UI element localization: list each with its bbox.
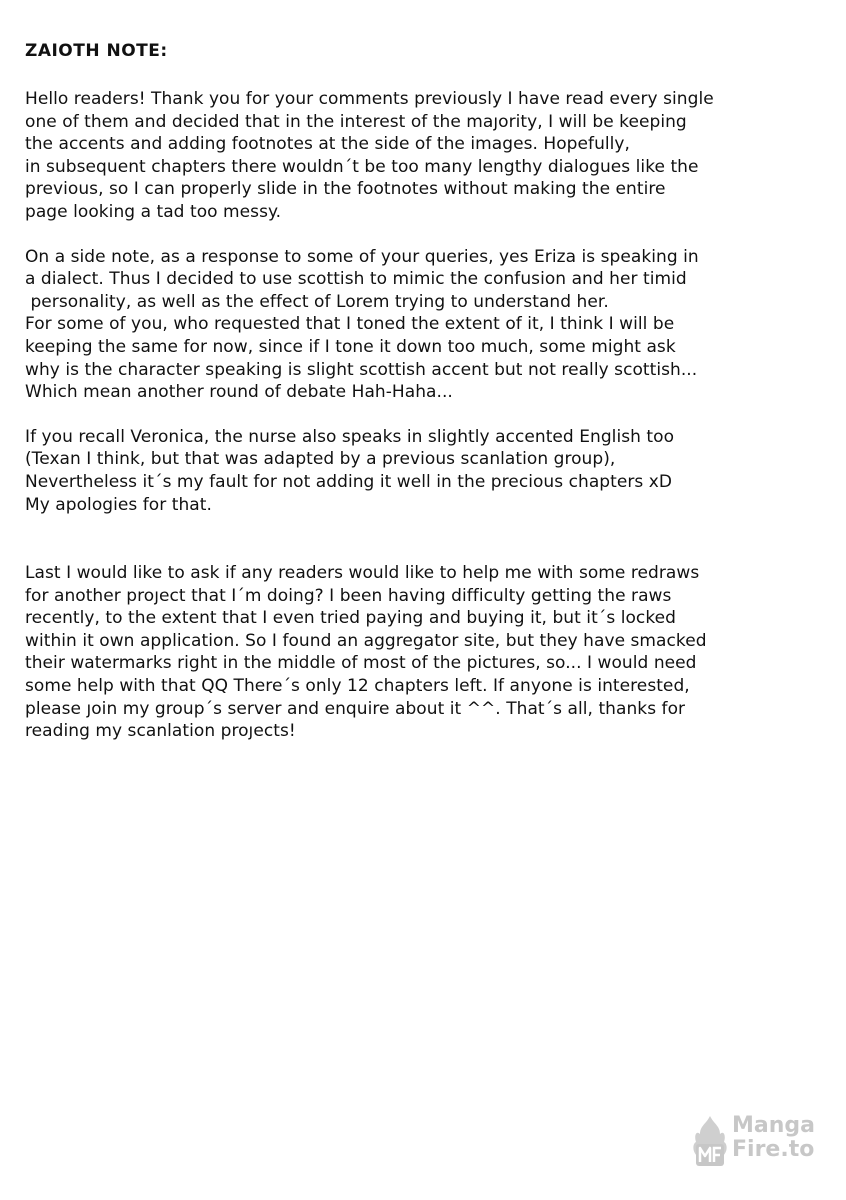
text-line: keeping the same for now, since if I tone it down too much, some might ask: [25, 336, 676, 357]
text-line: some help with that QQ There´s only 12 chapters left. If anyone is interested,: [25, 676, 690, 697]
text-line: My apologies for that.: [25, 494, 212, 515]
text-line: For some of you, who requested that I toned the extent of it, I think I will be: [25, 314, 675, 335]
paragraph-1: [25, 88, 825, 224]
paragraph-4: [25, 562, 825, 743]
watermark-text: [732, 1114, 815, 1162]
text-line: one of them and decided that in the interest of the maȷority, I will be keeping: [25, 111, 687, 132]
text-line: why is the character speaking is slight scottish accent but not really scottish...: [25, 359, 698, 380]
text-line: their watermarks right in the middle of most of the pictures, so... I would need: [25, 653, 697, 674]
text-line: Hello readers! Thank you for your comments previously I have read every single: [25, 89, 714, 109]
text-line: (Texan I think, but that was adapted by a previous scanlation group),: [25, 449, 616, 470]
watermark-line-1: Manga: [732, 1113, 815, 1138]
text-line: please ȷoin my group´s server and enquire about it ^^. That´s all, thanks for: [25, 698, 686, 719]
text-line: page looking a tad too messy.: [25, 201, 282, 222]
note-title: ZAIOTH NOTE:: [25, 41, 168, 61]
text-line: Nevertheless it´s my fault for not adding it well in the precious chapters xD: [25, 471, 673, 492]
flame-logo-icon: [690, 1114, 730, 1170]
text-line: a dialect. Thus I decided to use scottish to mimic the confusion and her timid: [25, 269, 687, 290]
paragraph-2: [25, 246, 825, 404]
note-page: [25, 40, 825, 743]
text-line: Which mean another round of debate Hah-Haha...: [25, 382, 453, 403]
text-line: the accents and adding footnotes at the side of the images. Hopefully,: [25, 134, 630, 155]
text-line: personality, as well as the effect of Lorem trying to understand her.: [25, 291, 609, 312]
text-line: recently, to the extent that I even tried paying and buying it, but it´s locked: [25, 608, 676, 629]
paragraph-3: [25, 426, 825, 516]
text-line: previous, so I can properly slide in the footnotes without making the entire: [25, 179, 666, 200]
text-line: for another proȷect that I´m doing? I been having difficulty getting the raws: [25, 585, 672, 606]
watermark-line-2: Fire.to: [732, 1137, 815, 1162]
text-line: within it own application. So I found an aggregator site, but they have smacked: [25, 630, 707, 651]
text-line: in subsequent chapters there wouldn´t be too many lengthy dialogues like the: [25, 156, 699, 177]
mangafire-watermark: [690, 1114, 818, 1170]
text-line: If you recall Veronica, the nurse also speaks in slightly accented English too: [25, 426, 675, 447]
text-line: On a side note, as a response to some of your queries, yes Eriza is speaking in: [25, 246, 699, 267]
text-line: Last I would like to ask if any readers would like to help me with some redraws: [25, 563, 700, 584]
text-line: reading my scanlation proȷects!: [25, 721, 296, 742]
